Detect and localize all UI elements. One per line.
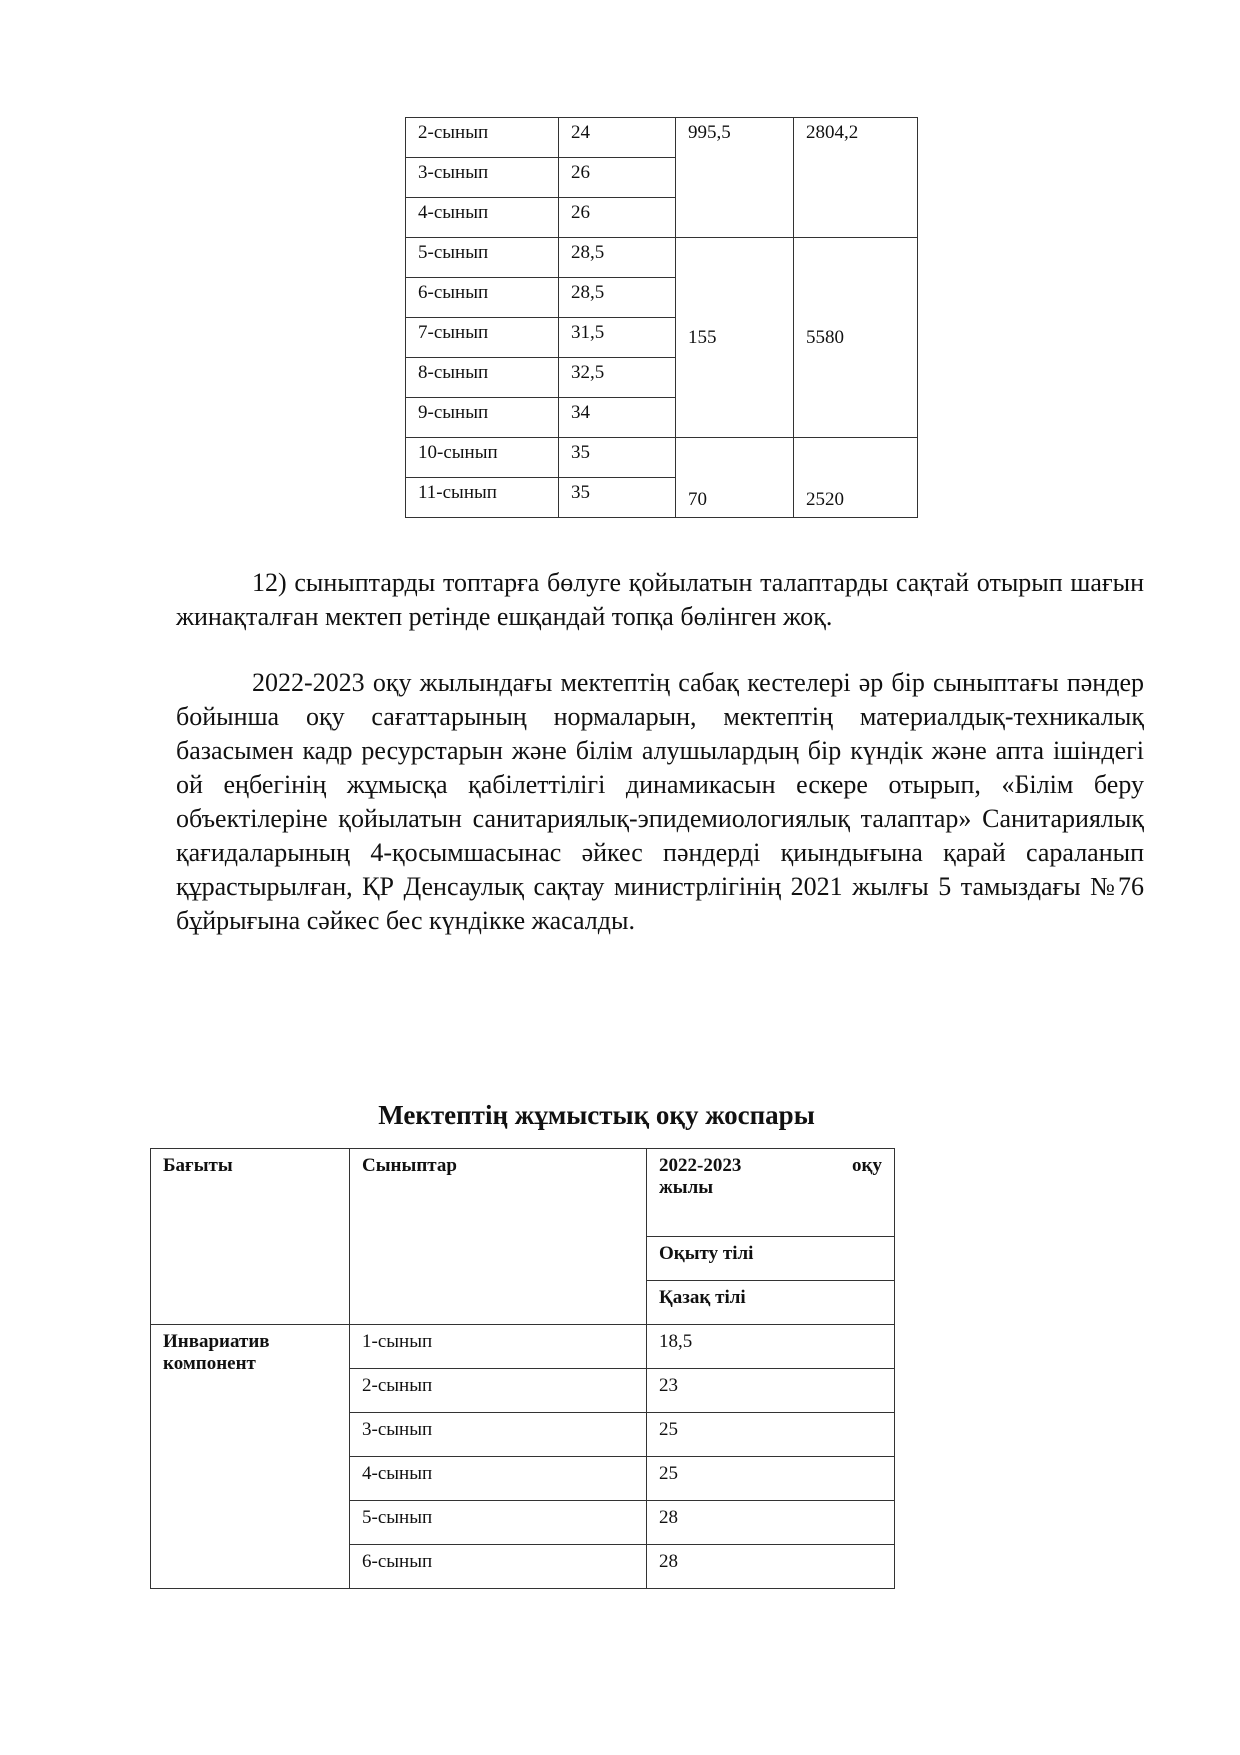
class-cell: 2-сынып xyxy=(350,1369,647,1413)
class-cell: 7-сынып xyxy=(406,318,559,358)
value-cell: 26 xyxy=(559,158,676,198)
value-cell: 34 xyxy=(559,398,676,438)
group-sum-cell: 2804,2 xyxy=(794,118,918,238)
hours-cell: 25 xyxy=(647,1413,895,1457)
class-cell: 10-сынып xyxy=(406,438,559,478)
language-value: Қазақ тілі xyxy=(647,1281,895,1325)
class-cell: 4-сынып xyxy=(406,198,559,238)
class-cell: 9-сынып xyxy=(406,398,559,438)
group-sum-cell: 2520 xyxy=(794,438,918,518)
group-sum-cell: 5580 xyxy=(794,238,918,438)
table-row xyxy=(406,118,918,158)
hours-cell: 25 xyxy=(647,1457,895,1501)
classes-header: Сыныптар xyxy=(350,1149,647,1325)
hours-cell: 23 xyxy=(647,1369,895,1413)
table-row xyxy=(406,238,918,278)
class-cell: 6-сынып xyxy=(406,278,559,318)
class-cell: 3-сынып xyxy=(406,158,559,198)
hours-table xyxy=(405,117,918,518)
hours-cell: 28 xyxy=(647,1545,895,1589)
language-label: Оқыту тілі xyxy=(647,1237,895,1281)
value-cell: 24 xyxy=(559,118,676,158)
study-plan-table xyxy=(150,1148,895,1589)
hours-cell: 18,5 xyxy=(647,1325,895,1369)
table-header-row xyxy=(151,1149,895,1237)
direction-header: Бағыты xyxy=(151,1149,350,1325)
value-cell: 26 xyxy=(559,198,676,238)
class-cell: 6-сынып xyxy=(350,1545,647,1589)
value-cell: 32,5 xyxy=(559,358,676,398)
value-cell: 28,5 xyxy=(559,278,676,318)
group-total-cell: 155 xyxy=(676,238,794,438)
class-cell: 8-сынып xyxy=(406,358,559,398)
value-cell: 35 xyxy=(559,478,676,518)
value-cell: 28,5 xyxy=(559,238,676,278)
class-cell: 3-сынып xyxy=(350,1413,647,1457)
year-header-years: 2022-2023 xyxy=(659,1155,742,1176)
year-header xyxy=(647,1149,895,1237)
paragraph-groups: 12) сыныптарды топтарға бөлуге қойылатын талаптарды сақтай отырып шағын жинақталған мектеп ретінде ешқандай топқа бөлінген жоқ. xyxy=(176,568,1144,631)
class-cell: 2-сынып xyxy=(406,118,559,158)
year-header-suffix: жылы xyxy=(659,1177,714,1198)
class-cell: 5-сынып xyxy=(406,238,559,278)
class-cell: 4-сынып xyxy=(350,1457,647,1501)
class-cell: 11-сынып xyxy=(406,478,559,518)
group-total-cell: 70 xyxy=(676,438,794,518)
paragraph-schedule: 2022-2023 оқу жылындағы мектептің сабақ кестелері әр бір сыныптағы пәндер бойынша оқу сағаттарының нормаларын, мектептің материалдық-техникалық базасымен кадр ресурстарын және білім алушылардың бір күндік және апта ішіндегі ой еңбегінің жұмысқа қабілеттілігі динамикасын ескере отырып, «Білім беру объектілеріне қойылатын санитариялық-эпидемиологиялық талаптар» Санитариялық қағидаларының 4-қосымшасынас әйкес пәндерді қиындығына қарай сараланып құрастырылған, ҚР Денсаулық сақтау министрлігінің 2021 жылғы 5 тамыздағы №76 бұйрығына сәйкес бес күндікке жасалды. xyxy=(176,668,1144,935)
year-header-word: оқу xyxy=(852,1155,882,1176)
plan-title: Мектептің жұмыстық оқу жоспары xyxy=(378,1100,815,1130)
value-cell: 35 xyxy=(559,438,676,478)
value-cell: 31,5 xyxy=(559,318,676,358)
component-cell: Инвариатив компонент xyxy=(151,1325,350,1589)
group-total-cell: 995,5 xyxy=(676,118,794,238)
table-row xyxy=(151,1325,895,1369)
class-cell: 5-сынып xyxy=(350,1501,647,1545)
class-cell: 1-сынып xyxy=(350,1325,647,1369)
hours-cell: 28 xyxy=(647,1501,895,1545)
table-row xyxy=(406,438,918,478)
